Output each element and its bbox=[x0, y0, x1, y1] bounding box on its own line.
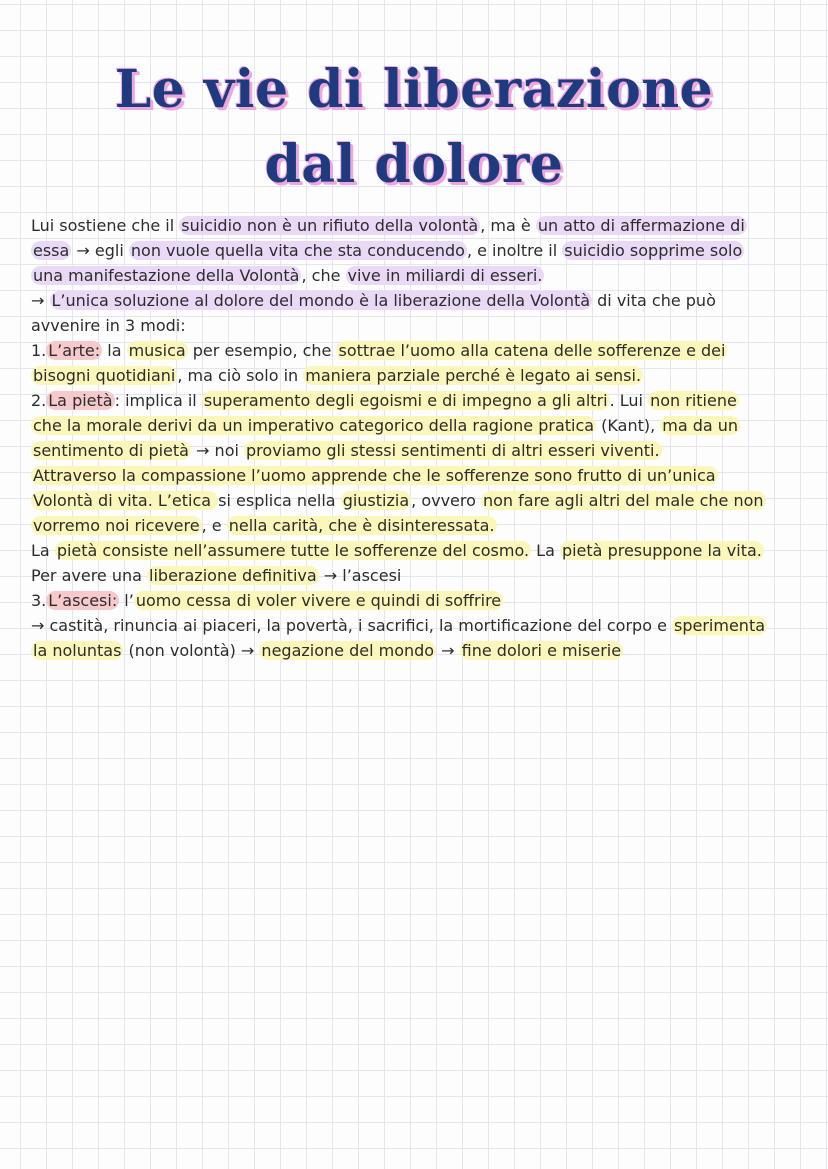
text-segment: 2. bbox=[31, 391, 47, 410]
text-line bbox=[31, 488, 801, 513]
text-line bbox=[31, 388, 801, 413]
text-line bbox=[31, 588, 801, 613]
highlight-purple: una manifestazione della Volontà bbox=[33, 266, 300, 285]
highlight-yellow: pietà presuppone la vita. bbox=[561, 541, 762, 560]
text-line bbox=[31, 288, 801, 313]
highlight-yellow: liberazione definitiva bbox=[149, 566, 317, 585]
text-segment: , e inoltre il bbox=[466, 241, 563, 260]
highlight-yellow: vorremo noi ricevere bbox=[33, 516, 200, 535]
text-line bbox=[31, 438, 801, 463]
highlight-purple: essa bbox=[33, 241, 70, 260]
highlight-purple: vive in miliardi di esseri. bbox=[347, 266, 543, 285]
text-segment: (non volontà) → bbox=[123, 641, 260, 660]
highlight-yellow: proviamo gli stessi sentimenti di altri esseri viventi. bbox=[246, 441, 660, 460]
text-segment: per esempio, che bbox=[187, 341, 337, 360]
highlight-yellow: uomo cessa di voler vivere e quindi di soffrire bbox=[135, 591, 502, 610]
title-line-2: dal dolore bbox=[264, 134, 564, 195]
text-line bbox=[31, 263, 801, 288]
text-segment: 3. bbox=[31, 591, 47, 610]
highlight-yellow: sottrae l’uomo alla catena delle sofferenze e dei bbox=[338, 341, 726, 360]
highlight-purple: suicidio non è un rifiuto della volontà bbox=[181, 216, 479, 235]
highlight-yellow: sentimento di pietà bbox=[33, 441, 189, 460]
text-segment: , che bbox=[301, 266, 346, 285]
text-segment: : implica il bbox=[114, 391, 202, 410]
highlight-yellow: la noluntas bbox=[33, 641, 122, 660]
highlight-yellow: superamento degli egoismi e di impegno a gli altri bbox=[203, 391, 608, 410]
text-line bbox=[31, 513, 801, 538]
highlight-yellow: nella carità, che è disinteressata. bbox=[228, 516, 495, 535]
text-segment: → egli bbox=[71, 241, 129, 260]
highlight-yellow: sperimenta bbox=[674, 616, 766, 635]
highlight-purple: suicidio sopprime solo bbox=[564, 241, 743, 260]
highlight-yellow: Attraverso la compassione l’uomo apprende che le sofferenze sono frutto di un’unica bbox=[33, 466, 716, 485]
highlight-yellow: che la morale derivi da un imperativo categorico della ragione pratica bbox=[33, 416, 595, 435]
text-segment: , e bbox=[201, 516, 227, 535]
text-segment: avvenire in 3 modi: bbox=[31, 316, 186, 335]
highlight-yellow: bisogni quotidiani bbox=[33, 366, 176, 385]
text-segment: di vita che può bbox=[592, 291, 716, 310]
text-segment: La bbox=[531, 541, 560, 560]
text-line bbox=[31, 538, 801, 563]
text-line bbox=[31, 563, 801, 588]
text-segment: l’ bbox=[119, 591, 134, 610]
highlight-yellow: musica bbox=[128, 341, 186, 360]
text-line bbox=[31, 613, 801, 638]
highlight-yellow: pietà consiste nell’assumere tutte le sofferenze del cosmo. bbox=[56, 541, 530, 560]
highlight-purple: un atto di affermazione di bbox=[537, 216, 745, 235]
highlight-yellow: non fare agli altri del male che non bbox=[482, 491, 764, 510]
text-segment: → l’ascesi bbox=[318, 566, 402, 585]
highlight-yellow: giustizia bbox=[342, 491, 410, 510]
text-segment: (Kant), bbox=[596, 416, 661, 435]
text-segment: Lui sostiene che il bbox=[31, 216, 180, 235]
highlight-red: La pietà bbox=[48, 391, 113, 410]
text-segment: si esplica nella bbox=[218, 491, 341, 510]
highlight-yellow: ma da un bbox=[662, 416, 739, 435]
highlight-yellow: negazione del mondo bbox=[261, 641, 435, 660]
text-segment: → castità, rinuncia ai piaceri, la povertà, i sacrifici, la mortificazione del corpo e bbox=[31, 616, 673, 635]
text-line bbox=[31, 638, 801, 663]
body-text bbox=[31, 213, 801, 663]
text-segment: , ovvero bbox=[411, 491, 481, 510]
text-segment: 1. bbox=[31, 341, 47, 360]
highlight-yellow: maniera parziale perché è legato ai sensi. bbox=[305, 366, 642, 385]
text-segment: Per avere una bbox=[31, 566, 148, 585]
text-segment: → noi bbox=[190, 441, 245, 460]
text-segment: → bbox=[436, 641, 460, 660]
highlight-yellow: Volontà di vita. L’etica bbox=[33, 491, 217, 510]
highlight-yellow: fine dolori e miserie bbox=[461, 641, 622, 660]
text-segment: , ma è bbox=[480, 216, 536, 235]
highlight-red: L’arte: bbox=[48, 341, 101, 360]
text-line bbox=[31, 238, 801, 263]
text-line bbox=[31, 363, 801, 388]
text-line bbox=[31, 313, 801, 338]
text-line bbox=[31, 463, 801, 488]
text-segment: → bbox=[31, 291, 50, 310]
text-segment: , ma ciò solo in bbox=[177, 366, 304, 385]
text-segment: la bbox=[102, 341, 127, 360]
text-line bbox=[31, 213, 801, 238]
text-line bbox=[31, 413, 801, 438]
highlight-purple: non vuole quella vita che sta conducendo bbox=[130, 241, 465, 260]
highlight-yellow: non ritiene bbox=[650, 391, 737, 410]
highlight-purple: L’unica soluzione al dolore del mondo è la liberazione della Volontà bbox=[51, 291, 591, 310]
page-title bbox=[0, 52, 828, 202]
highlight-red: L’ascesi: bbox=[48, 591, 118, 610]
text-line bbox=[31, 338, 801, 363]
text-segment: La bbox=[31, 541, 55, 560]
title-line-1: Le vie di liberazione bbox=[114, 59, 714, 120]
text-segment: . Lui bbox=[609, 391, 649, 410]
